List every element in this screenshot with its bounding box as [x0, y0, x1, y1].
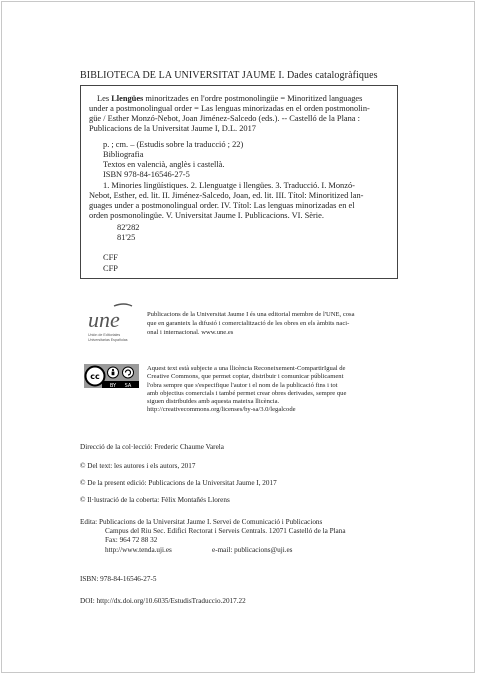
une-text-line: que en garanteix la difusió i comercialització de les obres en els àmbits naci- [147, 320, 350, 327]
cc-logo-letters: cc [90, 372, 100, 381]
publisher-fax: Fax: 964 72 88 32 [105, 536, 158, 544]
license-text [147, 365, 407, 415]
catalog-class-2: 81'25 [117, 233, 136, 242]
une-logo [84, 302, 140, 344]
license-url: http://creativecommons.org/licenses/by-sa/3.0/legalcode [147, 406, 296, 414]
une-logo-subtitle-1: Unión de Editoriales [88, 333, 121, 337]
publisher-line-1: Edita: Publicacions de la Universitat Jaume I. Servei de Comunicació i Publicacions [80, 518, 323, 526]
share-alike-icon [123, 367, 134, 378]
license-text-line: siguen distribuïdes amb aquesta mateixa llicència. [147, 398, 280, 406]
attribution-icon-body [112, 372, 115, 376]
une-text-line: Publicacions de la Universitat Jaume I és una editorial membre de l'UNE, cosa [147, 311, 355, 318]
catalog-line-5: p. ; cm. – (Estudis sobre la traducció ; 22) [103, 140, 244, 149]
catalog-line-1 [97, 94, 362, 104]
collection-director: Direcció de la col·lecció: Frederic Chaume Varela [80, 443, 224, 451]
une-logo-text: une [88, 307, 120, 332]
license-text-line: Aquest text està subjecte a una llicència Reconeixement-CompartirIgual de [147, 365, 346, 372]
catalog-subject-1: CFF [103, 253, 118, 262]
une-logo-subtitle-2: Universitarias Españolas [88, 338, 128, 342]
catalog-line-3: güe / Esther Monzó-Nebot, Joan Jiménez-Salcedo (eds.). -- Castelló de la Plana : [89, 114, 360, 123]
publisher-email[interactable]: e-mail: publicacions@uji.es [212, 546, 293, 554]
catalog-line-7: Textos en valencià, anglès i castellà. [103, 160, 225, 169]
catalog-line-4: Publicacions de la Universitat Jaume I, D.L. 2017 [89, 124, 256, 133]
cc-badge-sa-label: SA [124, 383, 132, 388]
catalog-title-bold: Llengües [111, 94, 144, 103]
catalog-line-6: Bibliografia [103, 150, 144, 159]
catalog-line-11: guages under a postmonolingual order. IV. Títol: Las lenguas minorizadas en el [89, 201, 355, 210]
catalog-line-1-prefix: Les [97, 94, 112, 103]
license-text-line: l'obra sempre que s'especifique l'autor i el nom de la publicació fins i tot [147, 381, 338, 389]
catalog-line-2: under a postmonolingual order = Las lenguas minorizadas en el orden postmonolin- [89, 104, 370, 113]
catalog-line-1-rest: minoritzades en l'ordre postmonolingüe = Minoritized languages [143, 94, 363, 103]
catalog-subject-2: CFP [103, 264, 118, 273]
isbn: ISBN: 978-84-16546-27-5 [80, 575, 157, 583]
cc-badge-strip [102, 381, 139, 388]
doi-link[interactable]: DOI: http://dx.doi.org/10.6035/EstudisTraduccio.2017.22 [80, 597, 246, 605]
catalog-line-12: orden posmonolingüe. V. Universitat Jaume I. Publicacions. VI. Sèrie. [89, 211, 324, 220]
text-copyright: © Del text: les autores i els autors, 2017 [80, 462, 196, 470]
catalog-class-1: 82'282 [117, 223, 140, 232]
publisher-address: Campus del Riu Sec. Edifici Rectorat i Serveis Centrals. 12071 Castelló de la Plana [105, 527, 346, 535]
catalog-line-9: 1. Minories lingüístiques. 2. Llenguatge i llengües. 3. Traducció. I. Monzó- [103, 181, 355, 190]
catalog-line-8: ISBN 978-84-16546-27-5 [103, 170, 190, 179]
une-text-line: onal i internacional. www.une.es [147, 329, 234, 336]
une-membership-text [147, 310, 397, 337]
publisher-web-link[interactable]: http://www.tenda.uji.es [105, 546, 172, 554]
une-logo-arc [114, 304, 132, 306]
cc-badge-by-label: BY [109, 383, 117, 388]
catalog-header: BIBLIOTECA DE LA UNIVERSITAT JAUME I. Dades catalogràfiques [80, 70, 378, 81]
cover-copyright: © Il·lustració de la coberta: Fèlix Montañés Llorens [80, 496, 230, 504]
attribution-icon-head [112, 369, 114, 371]
cc-by-sa-badge [84, 364, 139, 388]
catalog-line-10: Nebot, Esther, ed. lit. II. Jiménez-Salcedo, Joan, ed. lit. III. Títol: Minoritized lan- [89, 191, 364, 200]
license-text-line: Creative Commons, que permet copiar, distribuir i comunicar públicament [147, 373, 344, 381]
license-text-line: amb objectius comercials i també permet crear obres derivades, sempre que [147, 389, 347, 397]
edition-copyright: © De la present edició: Publicacions de la Universitat Jaume I, 2017 [80, 479, 277, 487]
